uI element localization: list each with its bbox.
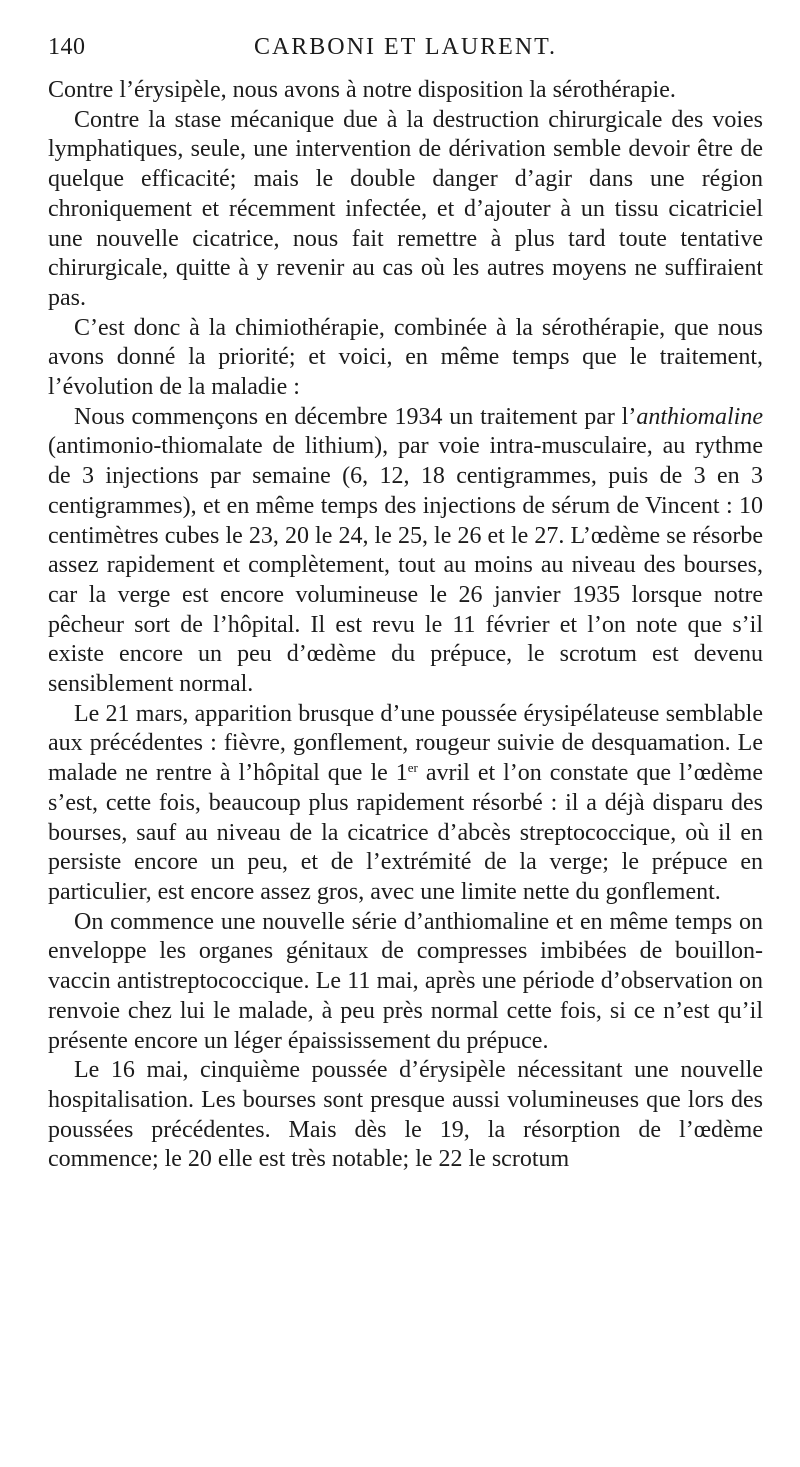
page-number: 140 [48,34,86,60]
running-head: CARBONI ET LAURENT. [253,34,558,60]
paragraph-new-series: On commence une nouvelle série d’anthiomaline et en même temps on enveloppe les organes génitaux de compresses imbibées de bouillon-vaccin antistreptococcique. Le 11 mai, après une période d’observation on renvoie chez lui le malade, à peu près normal cette fois, si ce n’est qu’il présente encore un léger épaississement du prépuce. [48,908,763,1054]
paragraph-mechanical-stasis: Contre la stase mécanique due à la destruction chirurgicale des voies lymphatiques, seule, une intervention de dérivation semble devoir être de quelque efficacité; mais le double danger d’agir dans une région chroniquement et récemment infectée, et d’ajouter à un tissu cicatriciel une nouvelle cicatrice, nous fait remettre à plus tard toute tentative chirurgicale, quitte à y revenir au cas où les autres moyens ne suffiraient pas. [48,106,763,311]
paragraph-text-part: avril et l’on constate que l’œdème s’est, cette fois, beaucoup plus rapidement résorbé : il a déjà disparu des bourses, sauf au niveau de la cicatrice d’abcès streptococcique, où il en persiste encore un peu, et de l’extrémité de la verge; le prépuce en particulier, est encore assez gros, avec une limite nette du gonflement. [48,760,764,905]
ordinal-superscript: er [407,760,418,776]
paragraph-march-relapse [48,700,763,908]
drug-name-italic: anthiomaline [636,403,763,430]
paragraph-text-part: Le 21 mars, apparition brusque d’une poussée érysipélateuse semblable aux précédentes : fièvre, gonflement, rougeur suivie de desquamation. Le malade ne rentre à l’hôpital que le 1 [48,700,763,787]
paragraph-serotherapy: Contre l’érysipèle, nous avons à notre disposition la sérothérapie. [48,77,676,103]
paragraph-text-part: (antimonio-thiomalate de lithium), par voie intra-musculaire, au rythme de 3 injections par semaine (6, 12, 18 centigrammes, puis de 3 en 3 centigrammes), et en même temps des injections de sérum de Vincent : 10 centimètres cubes le 23, 20 le 24, le 25, le 26 et le 27. L’œdème se résorbe assez rapidement et complètement, tout au moins au niveau des bourses, car la verge est encore volumineuse le 26 janvier 1935 lorsque notre pêcheur sort de l’hôpital. Il est revu le 11 février et l’on note que s’il existe encore un peu d’œdème du prépuce, le scrotum est devenu sensiblement normal. [48,433,763,698]
paragraph-treatment-december [48,403,763,700]
body-text [48,76,763,1175]
page-header [48,30,763,64]
paragraph-fifth-episode: Le 16 mai, cinquième poussée d’érysipèle nécessitant une nouvelle hospitalisation. Les bourses sont presque aussi volumineuses que lors des poussées précédentes. Mais dès le 19, la résorption de l’œdème commence; le 20 elle est très notable; le 22 le scrotum [48,1057,763,1173]
paragraph-chemotherapy: C’est donc à la chimiothérapie, combinée à la sérothérapie, que nous avons donné la priorité; et voici, en même temps que le traitement, l’évolution de la maladie : [48,314,763,401]
paragraph-text-part: Nous commençons en décembre 1934 un traitement par l’ [74,403,637,430]
